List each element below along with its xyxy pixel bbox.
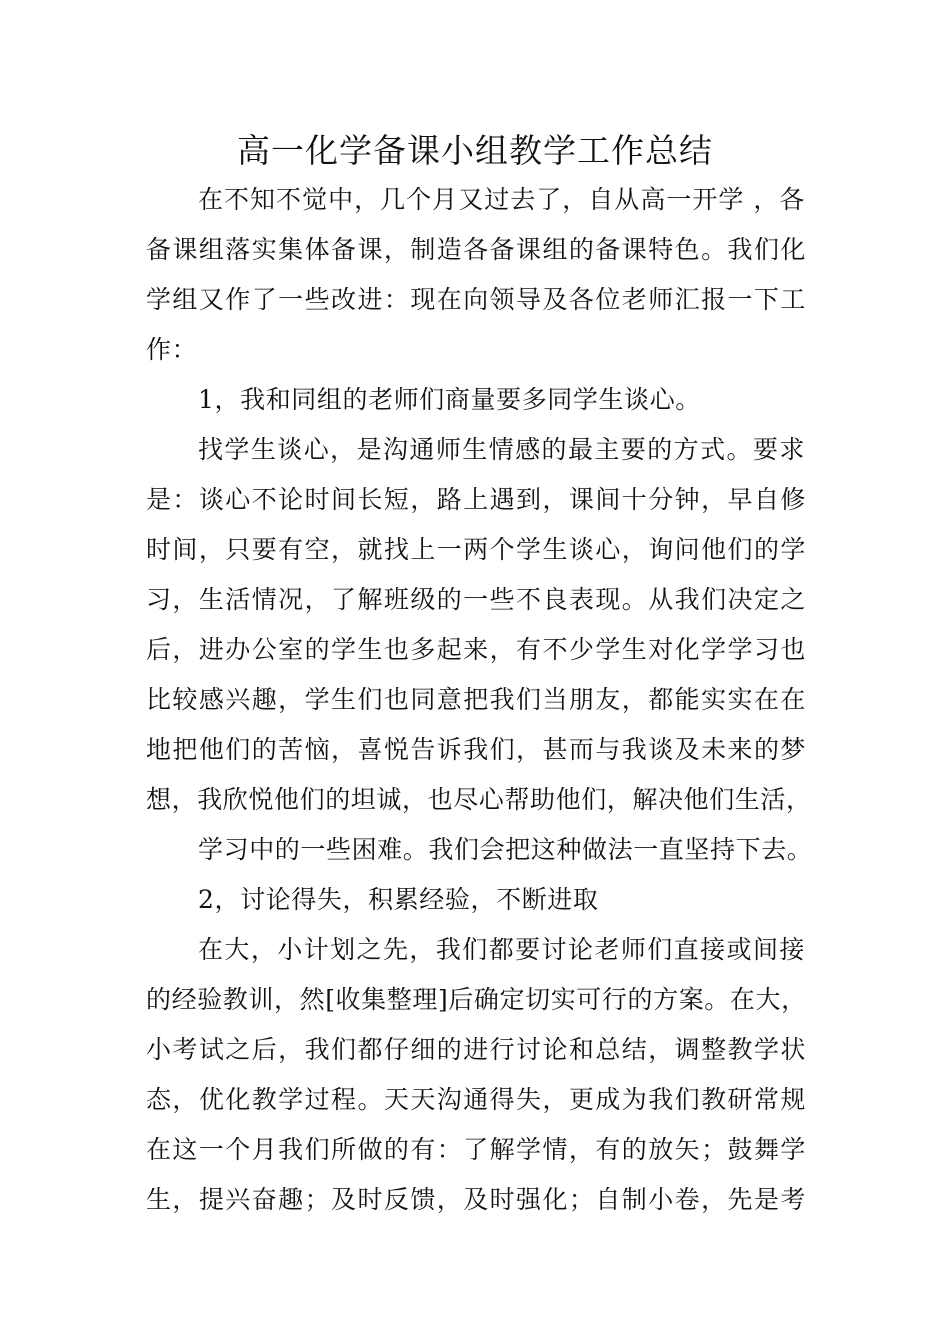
paragraph-line: 学组又作了一些改进：现在向领导及各位老师汇报一下工 — [146, 285, 806, 314]
paragraph-line: 的经验教训，然[收集整理]后确定切实可行的方案。在大， — [146, 985, 807, 1014]
paragraph-line: 比较感兴趣，学生们也同意把我们当朋友，都能实实在在 — [146, 685, 806, 714]
paragraph-line: 是：谈心不论时间长短，路上遇到，课间十分钟，早自修 — [146, 485, 806, 514]
paragraph-line: 时间，只要有空，就找上一两个学生谈心，询问他们的学 — [146, 535, 806, 564]
paragraph-line: 想，我欣悦他们的坦诚，也尽心帮助他们，解决他们生活， — [146, 785, 812, 814]
paragraph-line: 习，生活情况，了解班级的一些不良表现。从我们决定之 — [146, 585, 806, 614]
paragraph-line: 作： — [146, 335, 198, 364]
paragraph-line: 在这一个月我们所做的有：了解学情，有的放矢；鼓舞学 — [146, 1135, 806, 1164]
paragraph-line: 找学生谈心，是沟通师生情感的最主要的方式。要求 — [198, 435, 805, 464]
section-heading: 2，讨论得失，积累经验，不断进取 — [198, 885, 599, 914]
paragraph-line: 备课组落实集体备课，制造各备课组的备课特色。我们化 — [146, 235, 806, 264]
paragraph-line: 后，进办公室的学生也多起来，有不少学生对化学学习也 — [146, 635, 806, 664]
paragraph-line: 地把他们的苦恼，喜悦告诉我们，甚而与我谈及未来的梦 — [146, 735, 806, 764]
section-heading: 1，我和同组的老师们商量要多同学生谈心。 — [198, 385, 701, 414]
paragraph-line: 态，优化教学过程。天天沟通得失，更成为我们教研常规 — [146, 1085, 806, 1114]
paragraph-line: 在大，小计划之先，我们都要讨论老师们直接或间接 — [198, 935, 805, 964]
paragraph-line: 在不知不觉中，几个月又过去了，自从高一开学 ，各 — [198, 185, 805, 214]
document-title: 高一化学备课小组教学工作总结 — [237, 131, 713, 170]
paragraph-line: 生，提兴奋趣；及时反馈，及时强化；自制小卷，先是考 — [146, 1185, 806, 1214]
paragraph-line: 小考试之后，我们都仔细的进行讨论和总结，调整教学状 — [146, 1035, 806, 1064]
paragraph-line: 学习中的一些困难。我们会把这种做法一直坚持下去。 — [198, 835, 813, 864]
